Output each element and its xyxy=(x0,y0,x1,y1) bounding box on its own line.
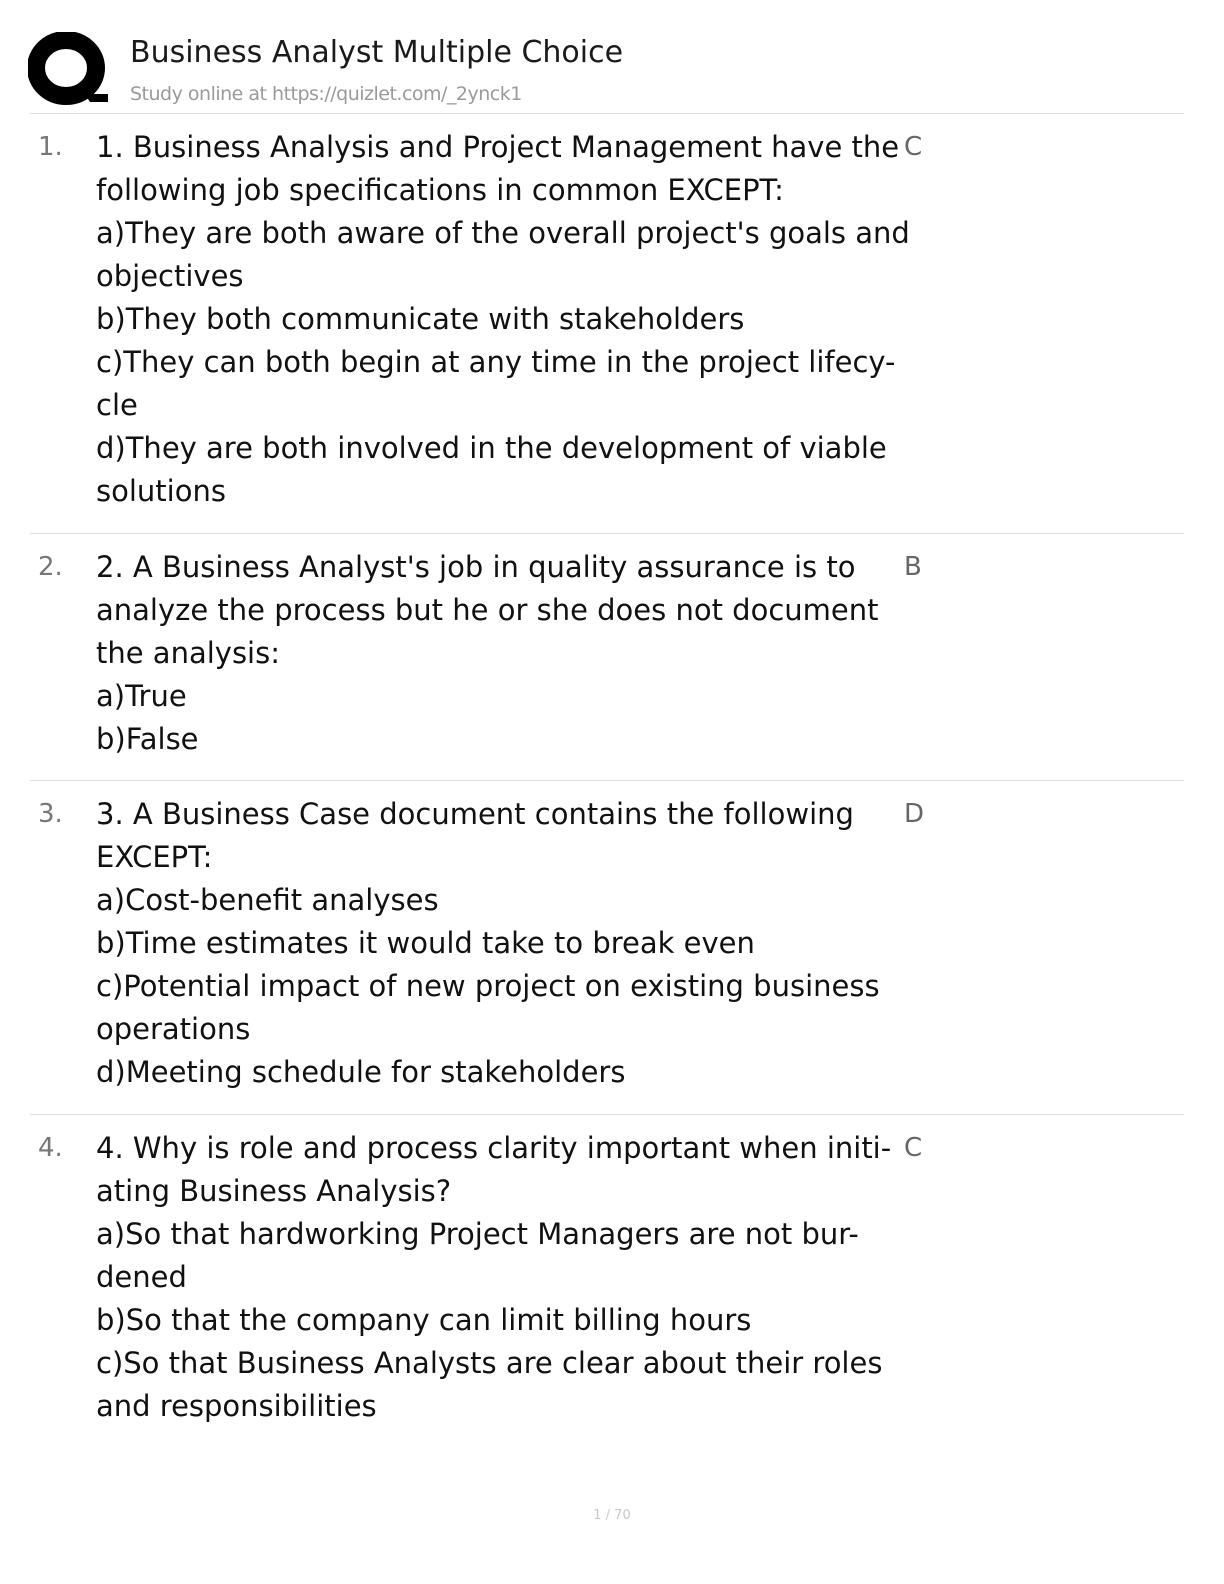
question-line: a)So that hardworking Project Managers are not bur- xyxy=(96,1217,859,1251)
question-line: cle xyxy=(96,388,138,422)
question-line: dened xyxy=(96,1260,187,1294)
question-line: a)True xyxy=(96,679,187,713)
question-line: b)False xyxy=(96,722,199,756)
question-line: a)They are both aware of the overall project's goals and xyxy=(96,216,910,250)
question-divider xyxy=(30,533,1184,534)
question-line: c)So that Business Analysts are clear about their roles xyxy=(96,1346,883,1380)
question-line: d)Meeting schedule for stakeholders xyxy=(96,1055,626,1089)
quizlet-logo-icon xyxy=(28,32,108,108)
answer-letter: B xyxy=(904,552,922,582)
question-line: b)So that the company can limit billing hours xyxy=(96,1303,752,1337)
header-divider xyxy=(30,113,1184,114)
question-line: 2. A Business Analyst's job in quality assurance is to xyxy=(96,550,856,584)
question-line: 1. Business Analysis and Project Management have the xyxy=(96,130,900,164)
question-number: 1. xyxy=(38,132,63,162)
page-subtitle: Study online at https://quizlet.com/_2ynck1 xyxy=(130,83,522,105)
answer-letter: D xyxy=(904,799,925,829)
question-line: the analysis: xyxy=(96,636,280,670)
page-title: Business Analyst Multiple Choice xyxy=(130,35,624,70)
question-line: and responsibilities xyxy=(96,1389,377,1423)
question-line: following job specifications in common EXCEPT: xyxy=(96,173,784,207)
question-line: b)Time estimates it would take to break even xyxy=(96,926,755,960)
question-number: 2. xyxy=(38,552,63,582)
question-text xyxy=(96,546,896,761)
question-text xyxy=(96,1127,896,1428)
question-line: d)They are both involved in the development of viable xyxy=(96,431,887,465)
question-number: 3. xyxy=(38,799,63,829)
question-text xyxy=(96,126,910,513)
question-line: c)Potential impact of new project on existing business xyxy=(96,969,880,1003)
page-number: 1 / 70 xyxy=(593,1508,631,1523)
answer-letter: C xyxy=(904,1133,923,1163)
question-line: ating Business Analysis? xyxy=(96,1174,452,1208)
question-line: operations xyxy=(96,1012,251,1046)
question-line: a)Cost-benefit analyses xyxy=(96,883,439,917)
question-line: EXCEPT: xyxy=(96,840,213,874)
answer-letter: C xyxy=(904,132,923,162)
question-divider xyxy=(30,1114,1184,1115)
question-number: 4. xyxy=(38,1133,63,1163)
question-line: objectives xyxy=(96,259,244,293)
question-line: c)They can both begin at any time in the project lifecy- xyxy=(96,345,896,379)
question-line: 4. Why is role and process clarity important when initi- xyxy=(96,1131,892,1165)
question-line: b)They both communicate with stakeholders xyxy=(96,302,745,336)
question-text xyxy=(96,793,896,1094)
question-line: 3. A Business Case document contains the following xyxy=(96,797,854,831)
question-line: analyze the process but he or she does not document xyxy=(96,593,879,627)
question-line: solutions xyxy=(96,474,226,508)
question-divider xyxy=(30,780,1184,781)
